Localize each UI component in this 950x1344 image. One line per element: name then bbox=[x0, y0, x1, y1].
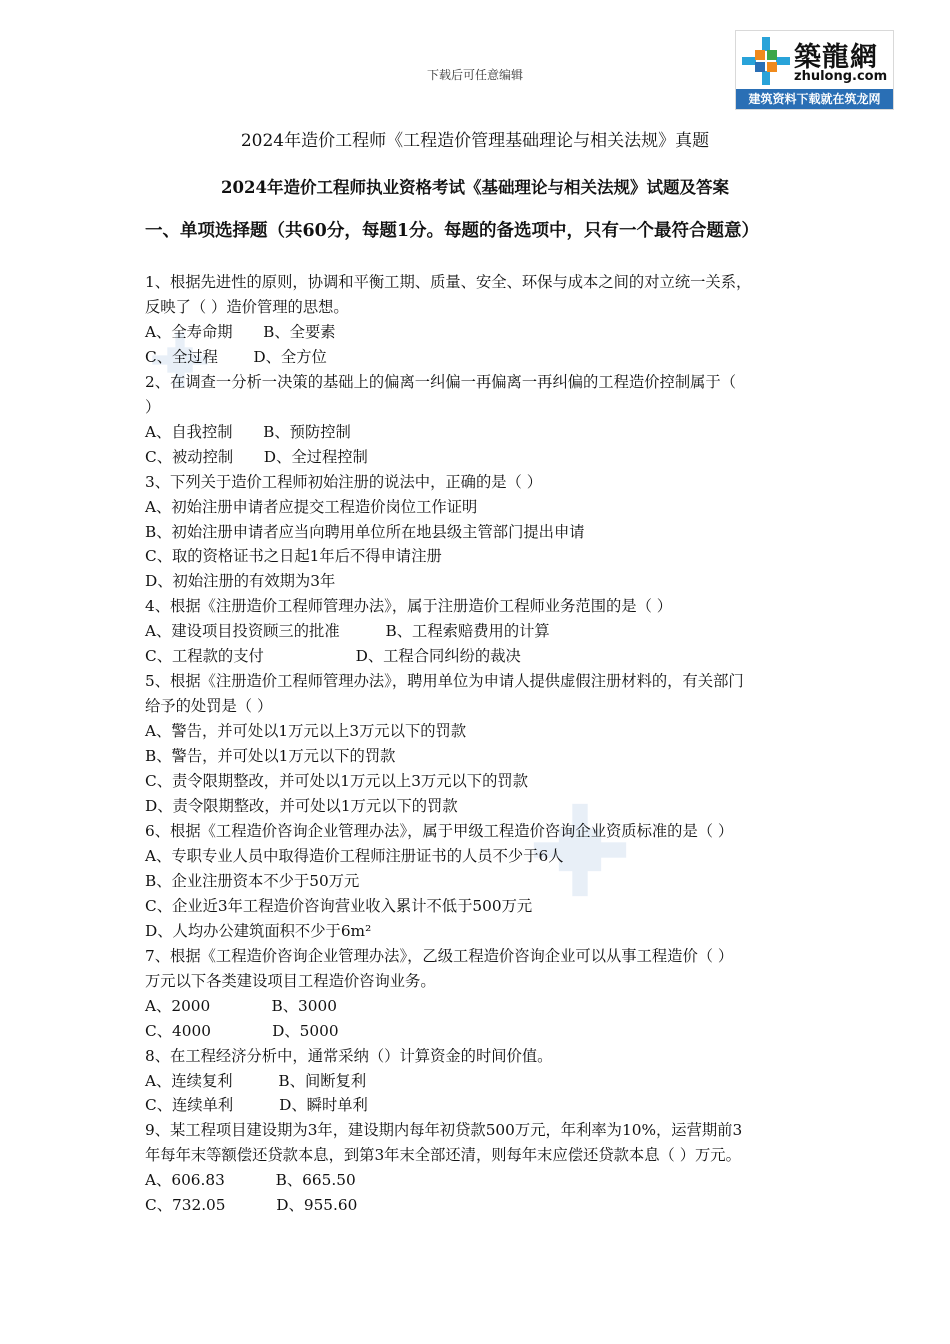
text-line: 1、根据先进性的原则，协调和平衡工期、质量、安全、环保与成本之间的对立统一关系， bbox=[145, 273, 752, 291]
text-line: B、初始注册申请者应当向聘用单位所在地县级主管部门提出申请 bbox=[145, 522, 585, 541]
logo-name: 築龍網 bbox=[794, 42, 878, 73]
text-line: C、全过程 D、全方位 bbox=[145, 347, 327, 366]
text-line: A、连续复利 B、间断复利 bbox=[145, 1071, 367, 1090]
text-line: C、工程款的支付 D、工程合同纠纷的裁决 bbox=[145, 647, 521, 666]
text-line: 5、根据《注册造价工程师管理办法》，聘用单位为申请人提供虚假注册材料的，有关部门 bbox=[145, 672, 744, 691]
text-line: A、警告，并可处以1万元以上3万元以下的罚款 bbox=[145, 722, 467, 741]
text-line: D、初始注册的有效期为3年 bbox=[145, 572, 336, 591]
text-line: C、732.05 D、955.60 bbox=[145, 1196, 358, 1215]
text-line: C、被动控制 D、全过程控制 bbox=[145, 447, 368, 466]
document-title: 2024年造价工程师《工程造价管理基础理论与相关法规》真题 bbox=[240, 131, 710, 151]
question-list bbox=[145, 270, 810, 1218]
text-line: 给予的处罚是（ ） bbox=[145, 697, 273, 716]
text-line: C、企业近3年工程造价咨询营业收入累计不低于500万元 bbox=[145, 896, 533, 915]
text-line: C、4000 D、5000 bbox=[145, 1021, 339, 1040]
text-line: 4、根据《注册造价工程师管理办法》，属于注册造价工程师业务范围的是（ ） bbox=[145, 597, 673, 616]
text-line: 万元以下各类建设项目工程造价咨询业务。 bbox=[145, 971, 436, 990]
document-subtitle: 2024年造价工程师执业资格考试《基础理论与相关法规》试题及答案 bbox=[221, 178, 729, 197]
text-line: B、企业注册资本不少于50万元 bbox=[145, 871, 360, 890]
text-line: A、建设项目投资顾三的批准 B、工程索赔费用的计算 bbox=[145, 622, 550, 641]
section-heading: 一、单项选择题（共60分，每题1分。每题的备选项中，只有一个最符合题意） bbox=[145, 221, 760, 241]
text-line: 反映了（ ）造价管理的思想。 bbox=[145, 297, 349, 316]
text-line: B、警告，并可处以1万元以下的罚款 bbox=[145, 747, 396, 766]
zhulong-logo bbox=[735, 30, 894, 110]
text-line: 8、在工程经济分析中，通常采纳（）计算资金的时间价值。 bbox=[145, 1046, 553, 1065]
text-line: 7、根据《工程造价咨询企业管理办法》，乙级工程造价咨询企业可以从事工程造价（ ） bbox=[145, 946, 734, 965]
text-line: 2、在调查一分析一决策的基础上的偏离一纠偏一再偏离一再纠偏的工程造价控制属于（ bbox=[145, 372, 737, 391]
text-line: A、自我控制 B、预防控制 bbox=[145, 422, 351, 441]
text-line: A、2000 B、3000 bbox=[145, 996, 337, 1015]
text-line: D、责令限期整改，并可处以1万元以下的罚款 bbox=[145, 797, 458, 816]
text-line: C、责令限期整改，并可处以1万元以上3万元以下的罚款 bbox=[145, 772, 528, 791]
text-line: D、人均办公建筑面积不少于6m² bbox=[145, 921, 372, 940]
text-line: A、606.83 B、665.50 bbox=[145, 1171, 356, 1190]
text-line: C、取的资格证书之日起1年后不得申请注册 bbox=[145, 547, 442, 566]
text-line: ） bbox=[145, 397, 161, 416]
text-line: A、专职专业人员中取得造价工程师注册证书的人员不少于6人 bbox=[145, 846, 564, 865]
header-note: 下载后可任意编辑 bbox=[426, 68, 523, 82]
text-line: 3、下列关于造价工程师初始注册的说法中，正确的是（ ） bbox=[145, 472, 543, 491]
text-line: 6、根据《工程造价咨询企业管理办法》，属于甲级工程造价咨询企业资质标准的是（ ） bbox=[145, 821, 734, 840]
snowflake-logo-icon bbox=[740, 35, 792, 87]
text-line: A、初始注册申请者应提交工程造价岗位工作证明 bbox=[145, 497, 478, 516]
text-line: A、全寿命期 B、全要素 bbox=[145, 322, 336, 341]
logo-domain: zhulong.com bbox=[794, 69, 888, 84]
logo-slogan: 建筑资料下载就在筑龙网 bbox=[736, 89, 893, 109]
text-line: 年每年末等额偿还贷款本息，到第3年末全部还清，则每年末应偿还贷款本息（ ）万元。 bbox=[145, 1146, 741, 1165]
text-line: C、连续单利 D、瞬时单利 bbox=[145, 1096, 368, 1115]
text-line: 9、某工程项目建设期为3年，建设期内每年初贷款500万元，年利率为10%，运营期前3 bbox=[145, 1121, 743, 1140]
